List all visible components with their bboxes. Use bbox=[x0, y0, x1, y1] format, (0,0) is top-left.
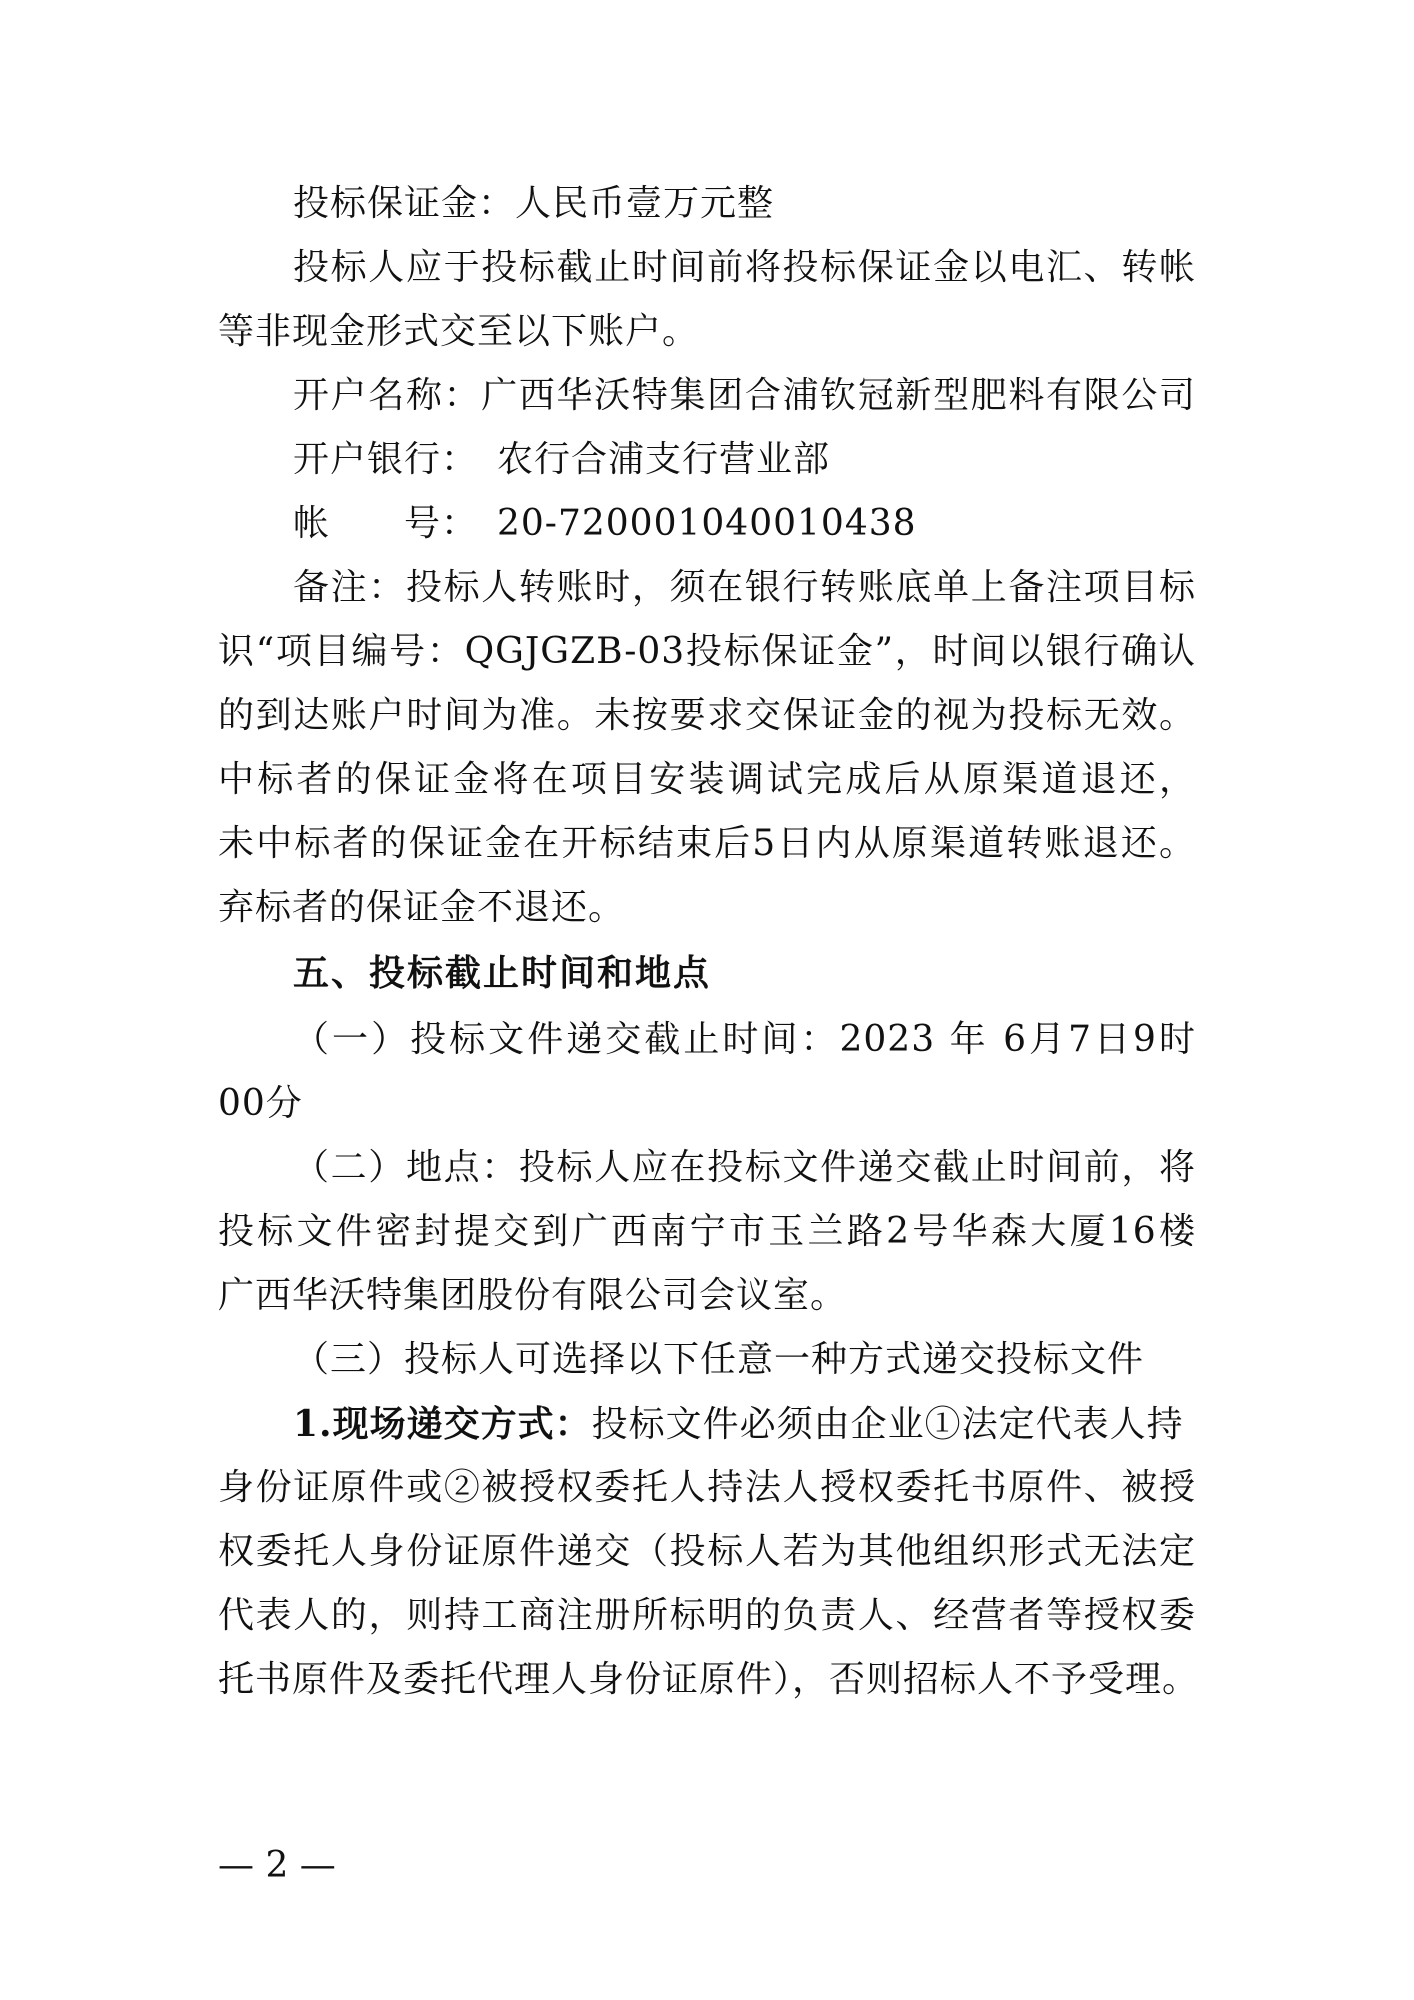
remark-line: 备注：投标人转账时，须在银行转账底单上备注项目标 bbox=[293, 567, 1196, 608]
paragraph-line: 广西华沃特集团股份有限公司会议室。 bbox=[218, 1275, 848, 1316]
paragraph-line: 身份证原件或②被授权委托人持法人授权委托书原件、被授 bbox=[218, 1467, 1196, 1508]
paragraph-line: 00分 bbox=[218, 1083, 303, 1124]
paragraph-line: 的到达账户时间为准。未按要求交保证金的视为投标无效。 bbox=[218, 695, 1196, 736]
location-line: （二）地点：投标人应在投标文件递交截止时间前，将 bbox=[293, 1147, 1196, 1188]
onsite-submission-label: 1.现场递交方式： bbox=[293, 1403, 592, 1445]
paragraph-line: 弃标者的保证金不退还。 bbox=[218, 887, 626, 928]
paragraph-line: 投标人应于投标截止时间前将投标保证金以电汇、转帐 bbox=[293, 247, 1196, 288]
account-name-line: 开户名称：广西华沃特集团合浦钦冠新型肥料有限公司 bbox=[293, 375, 1196, 416]
paragraph-line: 投标文件密封提交到广西南宁市玉兰路2号华森大厦16楼 bbox=[218, 1211, 1196, 1252]
section-heading: 五、投标截止时间和地点 bbox=[293, 953, 712, 994]
paragraph-line: 识“项目编号：QGJGZB-03投标保证金”，时间以银行确认 bbox=[218, 631, 1196, 672]
paragraph-line: 权委托人身份证原件递交（投标人若为其他组织形式无法定 bbox=[218, 1531, 1196, 1572]
account-number-line: 帐 号： 20-720001040010438 bbox=[293, 503, 917, 544]
paragraph-line: 托书原件及委托代理人身份证原件），否则招标人不予受理。 bbox=[218, 1659, 1200, 1700]
onsite-submission-line bbox=[293, 1392, 1184, 1456]
bid-deposit-line: 投标保证金：人民币壹万元整 bbox=[293, 183, 775, 224]
page-number: — 2 — bbox=[218, 1845, 336, 1886]
bank-name-line: 开户银行： 农行合浦支行营业部 bbox=[293, 439, 831, 480]
paragraph-line: 未中标者的保证金在开标结束后5日内从原渠道转账退还。 bbox=[218, 823, 1196, 864]
paragraph-line: 中标者的保证金将在项目安装调试完成后从原渠道退还， bbox=[218, 759, 1196, 800]
deadline-line: （一）投标文件递交截止时间：2023 年 6月7日9时 bbox=[293, 1019, 1196, 1060]
paragraph-line: 代表人的，则持工商注册所标明的负责人、经营者等授权委 bbox=[218, 1595, 1196, 1636]
paragraph-line: 等非现金形式交至以下账户。 bbox=[218, 311, 700, 352]
onsite-submission-text: 投标文件必须由企业①法定代表人持 bbox=[591, 1404, 1184, 1445]
submission-methods-line: （三）投标人可选择以下任意一种方式递交投标文件 bbox=[293, 1339, 1145, 1380]
